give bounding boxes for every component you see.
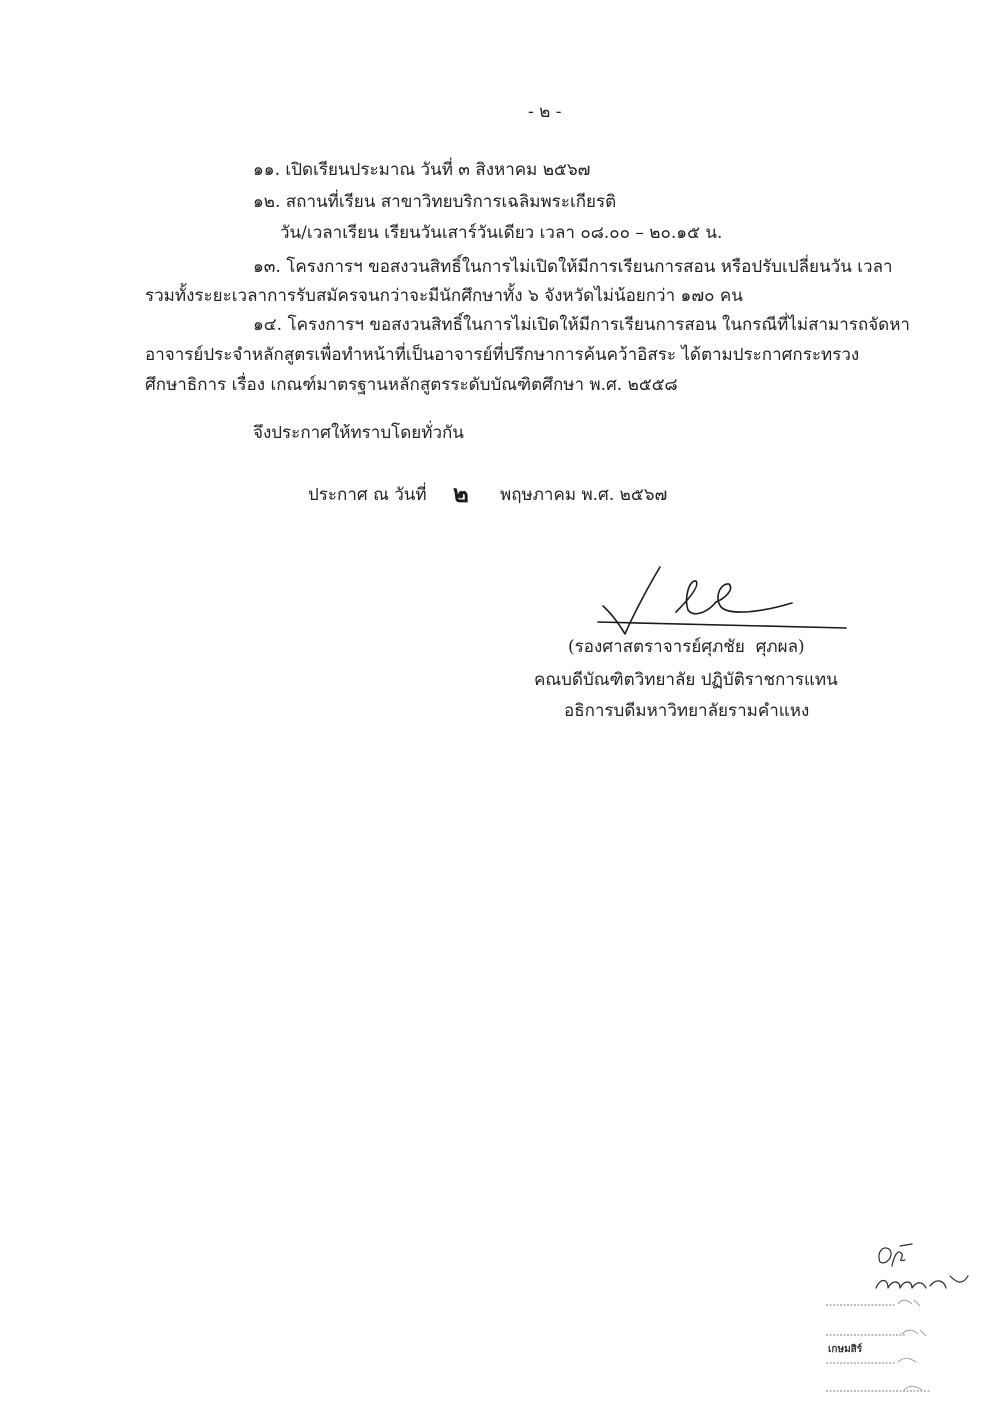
item-13-line-1: ๑๓. โครงการฯ ขอสงวนสิทธิ์ในการไม่เปิดให้มีการเรียนการสอน หรือปรับเปลี่ยนวัน เวลา bbox=[253, 257, 893, 277]
margin-faint-mark-1 bbox=[898, 1300, 920, 1306]
margin-scribble-word bbox=[876, 1276, 968, 1288]
closing-statement: จึงประกาศให้ทราบโดยทั่วกัน bbox=[253, 423, 464, 443]
signature-underline bbox=[598, 622, 846, 628]
item-14-line-1: ๑๔. โครงการฯ ขอสงวนสิทธิ์ในการไม่เปิดให้มีการเรียนการสอน ในกรณีที่ไม่สามารถจัดหา bbox=[253, 315, 910, 335]
item-11-opening-date: ๑๑. เปิดเรียนประมาณ วันที่ ๓ สิงหาคม ๒๕๖๗ bbox=[253, 160, 591, 180]
item-14-line-3: ศึกษาธิการ เรื่อง เกณฑ์มาตรฐานหลักสูตรระดับบัณฑิตศึกษา พ.ศ. ๒๕๕๘ bbox=[145, 375, 678, 395]
signature-loop-stroke bbox=[676, 581, 716, 614]
announcement-month-year: พฤษภาคม พ.ศ. ๒๕๖๗ bbox=[500, 485, 668, 505]
margin-faint-mark-3 bbox=[898, 1358, 916, 1362]
signatory-position-1: คณบดีบัณฑิตวิทยาลัย ปฏิบัติราชการแทน bbox=[534, 670, 838, 690]
announcement-day: ๒ bbox=[453, 479, 469, 508]
margin-faint-mark-4 bbox=[904, 1386, 922, 1390]
item-12-schedule: วัน/เวลาเรียน เรียนวันเสาร์วันเดียว เวลา ๐๘.๐๐ – ๒๐.๑๕ น. bbox=[280, 223, 723, 243]
margin-stamp-text: เกษมสิร์ bbox=[828, 1344, 863, 1355]
item-12-location: ๑๒. สถานที่เรียน สาขาวิทยบริการเฉลิมพระเกียรติ bbox=[253, 192, 617, 212]
signature-e-stroke bbox=[716, 584, 792, 612]
signature-main-stroke bbox=[603, 567, 660, 634]
signatory-name: (รองศาสตราจารย์ศุภชัย ศุภผล) bbox=[568, 637, 805, 657]
item-14-line-2: อาจารย์ประจำหลักสูตรเพื่อทำหน้าที่เป็นอาจารย์ที่ปรึกษาการค้นคว้าอิสระ ได้ตามประกาศกระทรวง bbox=[145, 345, 860, 365]
announcement-prefix: ประกาศ ณ วันที่ bbox=[308, 485, 427, 505]
page-number: - ๒ - bbox=[528, 102, 562, 122]
signatory-position-2: อธิการบดีมหาวิทยาลัยรามคำแหง bbox=[564, 701, 810, 721]
item-13-line-2: รวมทั้งระยะเวลาการรับสมัครจนกว่าจะมีนักศึกษาทั้ง ๖ จังหวัดไม่น้อยกว่า ๑๗๐ คน bbox=[145, 286, 743, 306]
margin-faint-mark-2 bbox=[902, 1330, 926, 1336]
margin-scribble-initials bbox=[879, 1244, 912, 1266]
